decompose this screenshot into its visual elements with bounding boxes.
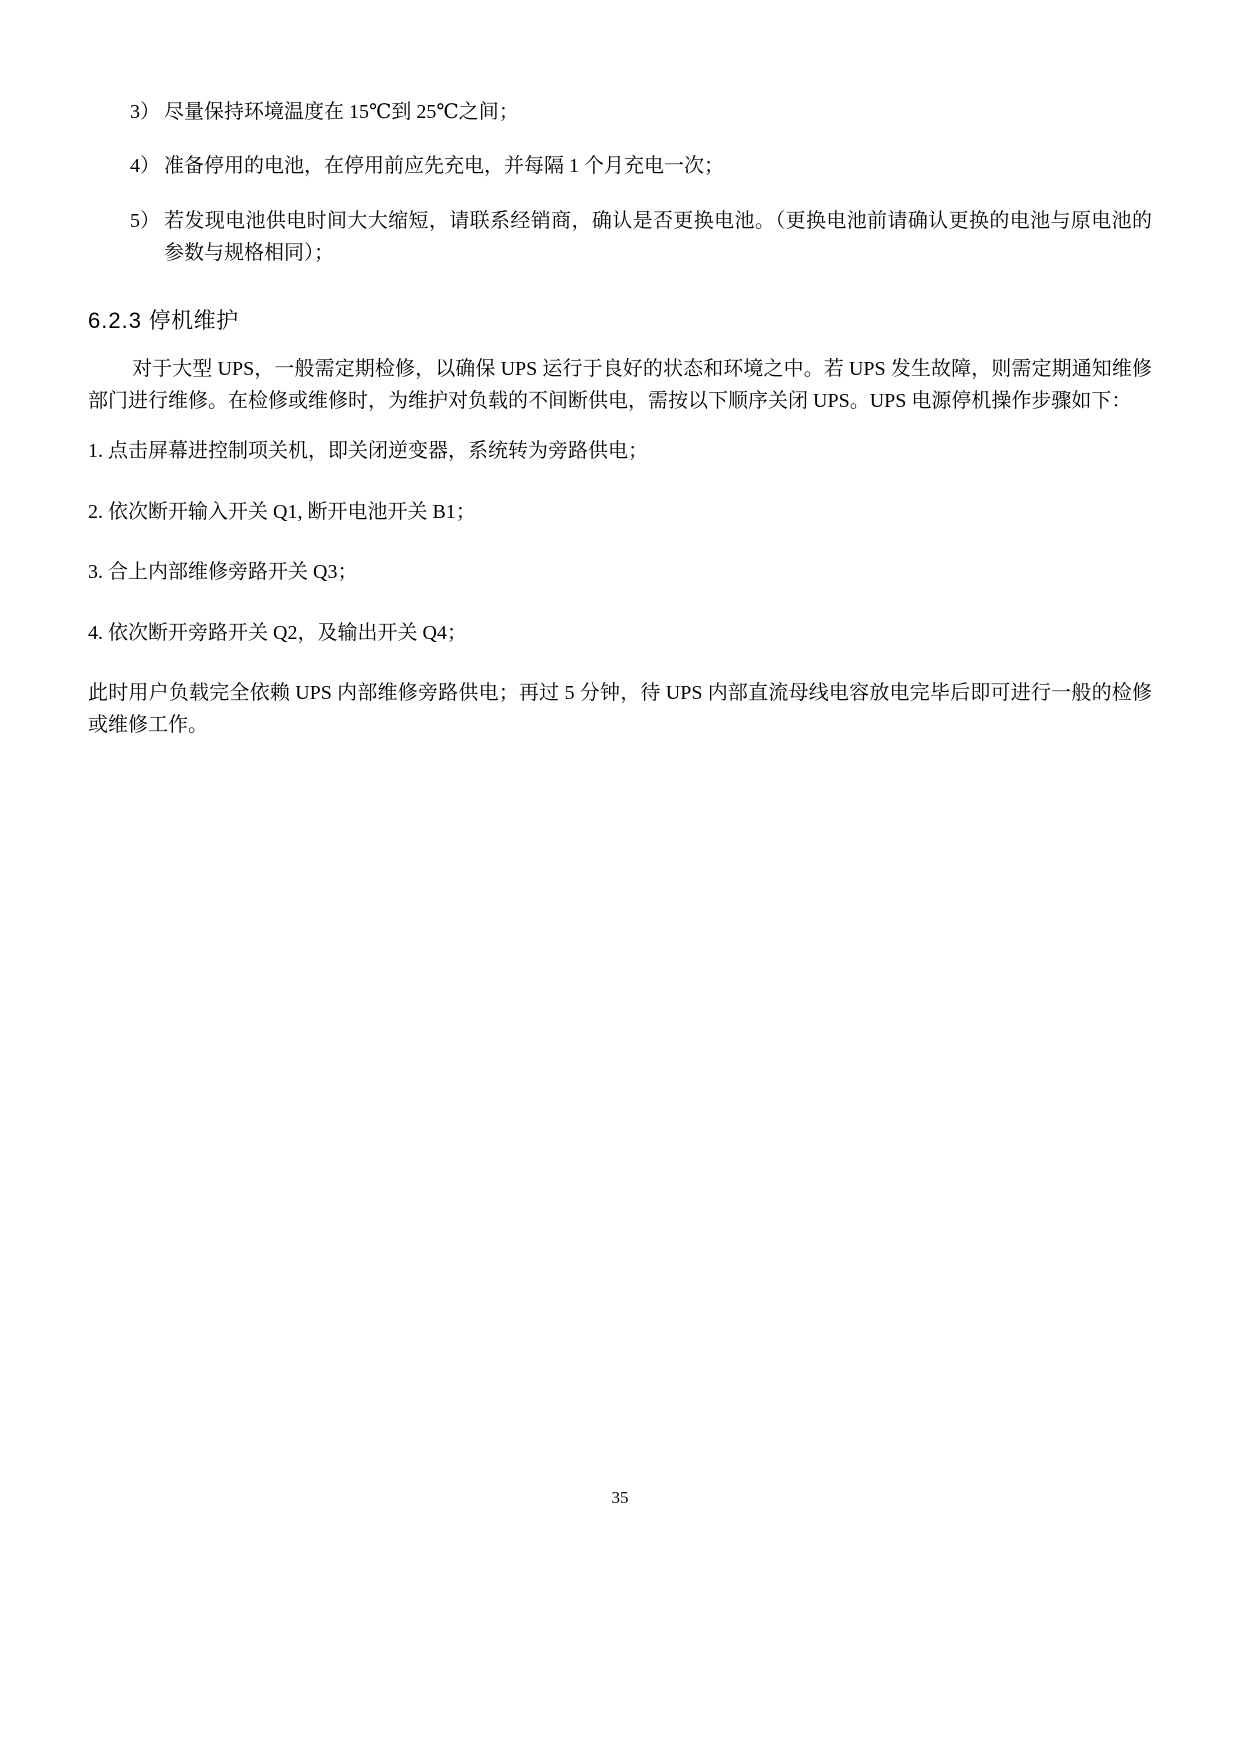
list-item-text: 尽量保持环境温度在 15℃到 25℃之间；	[164, 101, 519, 123]
list-item	[88, 150, 1152, 182]
intro-paragraph: 对于大型 UPS，一般需定期检修，以确保 UPS 运行于良好的状态和环境之中。若 UPS 发生故障，则需定期通知维修部门进行维修。在检修或维修时，为维护对负载的不间断供电，需按以下顺序关闭 UPS。UPS 电源停机操作步骤如下：	[88, 357, 1152, 412]
list-item	[88, 205, 1152, 270]
list-item-marker: 3）	[130, 101, 160, 123]
step-2: 2. 依次断开输入开关 Q1, 断开电池开关 B1；	[88, 500, 476, 523]
list-item-marker: 5）	[130, 209, 160, 232]
step-3: 3. 合上内部维修旁路开关 Q3；	[88, 561, 358, 584]
section-heading	[88, 304, 1152, 335]
section-heading-number: 6.2.3	[88, 307, 142, 333]
list-item-marker: 4）	[130, 155, 160, 178]
step-4: 4. 依次断开旁路开关 Q2，及输出开关 Q4；	[88, 621, 467, 644]
section-heading-title: 停机维护	[148, 307, 239, 333]
list-item	[88, 96, 1152, 128]
page-number: 35	[611, 1488, 629, 1507]
list-item-text: 若发现电池供电时间大大缩短，请联系经销商，确认是否更换电池。（更换电池前请确认更换的电池与原电池的参数与规格相同）；	[164, 209, 1152, 265]
step-1: 1. 点击屏幕进控制项关机，即关闭逆变器，系统转为旁路供电；	[88, 440, 648, 463]
closing-paragraph: 此时用户负载完全依赖 UPS 内部维修旁路供电；再过 5 分钟，待 UPS 内部直流母线电容放电完毕后即可进行一般的检修或维修工作。	[88, 681, 1152, 737]
list-item-text: 准备停用的电池，在停用前应先充电，并每隔 1 个月充电一次；	[164, 155, 724, 178]
page-content	[88, 96, 1152, 742]
